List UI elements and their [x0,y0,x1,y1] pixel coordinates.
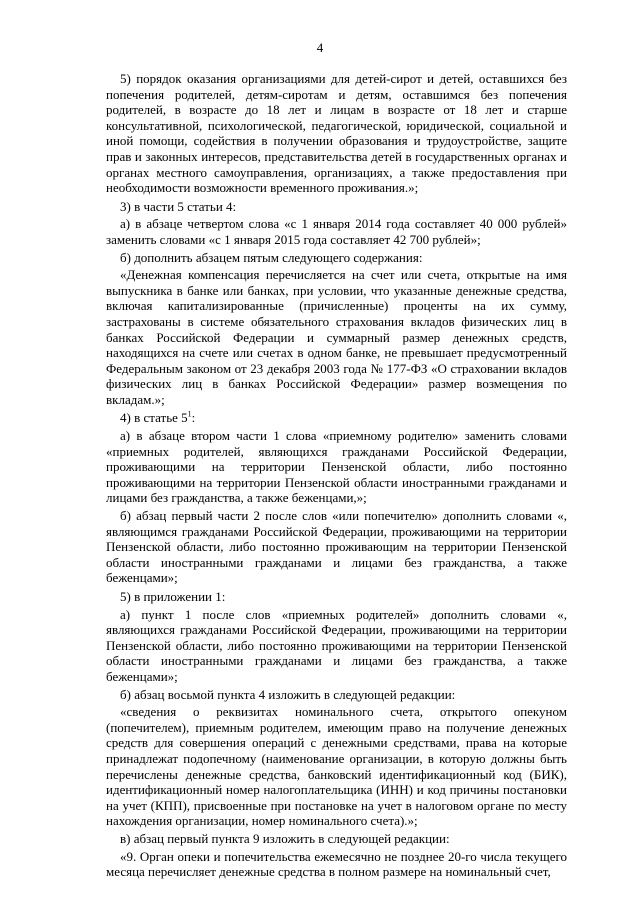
paragraph-5a: а) пункт 1 после слов «приемных родителей» дополнить словами «, являющихся гражданами Российской Федерации, проживающими на территории Пензенской области, либо постоянно проживающими на территории Пензенской области иностранными гражданами и лицами без гражданства, а также беженцами»; [106,606,567,684]
paragraph-point-3: 3) в части 5 статьи 4: [120,198,237,214]
paragraph-point-4-text: 4) в статье 5 [120,410,188,426]
page-number: 4 [316,40,324,55]
paragraph-point-5: 5) в приложении 1: [120,589,226,604]
paragraph-3b: б) дополнить абзацем пятым следующего содержания: [120,249,423,265]
document-body [106,71,567,882]
paragraph-4a: а) в абзаце втором части 1 слова «приемному родителю» заменить словами «приемных родителей, являющихся гражданами Российской Федерации, проживающими на территории Пензенской области, либо постоянно проживающими на территории Пензенской области иностранными гражданами и лицами без гражданства, а также беженцами,»; [106,428,567,506]
paragraph-3a: а) в абзаце четвертом слова «с 1 января 2014 года составляет 40 000 рублей» заменить словами «с 1 января 2015 года составляет 42 700 рублей»; [106,216,567,247]
paragraph-4b: б) абзац первый части 2 после слов «или попечителю» дополнить словами «, являющимся гражданами Российской Федерации, проживающими на территории Пензенской области, либо постоянно проживающим на территории Пензенской области иностранными гражданами и лицами без гражданства, а также беженцами»; [106,508,567,586]
paragraph-item-5-orgs: 5) порядок оказания организациями для детей-сирот и детей, оставшихся без попечения родителей, детям-сиротам и детям, оставшимся без попечения родителей, в возрасте до 18 лет и лицам в возрасте от 18 лет и старше консультативной, психологической, педагогической, юридической, социальной и иной помощи, содействия в получении образования и трудоустройстве, защите прав и законных интересов, представительства детей в государственных органах и органах местного самоуправления, организациях, а также предоставления при необходимости возможности временного проживания.»; [106,71,567,196]
paragraph-point-4 [106,410,567,426]
paragraph-5b: б) абзац восьмой пункта 4 изложить в следующей редакции: [120,686,456,702]
paragraph-point-9-quote: «9. Орган опеки и попечительства ежемесячно не позднее 20-го числа текущего месяца перечисляет денежные средства в полном размере на номинальный счет, [106,848,567,880]
paragraph-point-4-colon: : [191,410,196,426]
paragraph-compensation-quote: «Денежная компенсация перечисляется на счет или счета, открытые на имя выпускника в банке или банках, при условии, что указанные денежные средства, включая капитализированные (причисленные) проценты на их сумму, застрахованы в системе обязательного страхования вкладов физических лиц в банках Российской Федерации и суммарный размер денежных средств, находящихся на счете или счетах в одном банке, не превышает предусмотренный Федеральным законом от 23 декабря 2003 года № 177-ФЗ «О страховании вкладов физических лиц в банках Российской Федерации» размер возмещения по вкладам.»; [106,267,567,407]
paragraph-account-details-quote: «сведения о реквизитах номинального счета, открытого опекуном (попечителем), приемным родителем, имеющим право на получение денежных средств для совершения операций с денежными средствами, права на которые принадлежат подопечному (наименование организации, в которую должны быть перечислены денежные средства, банковский идентификационный код (БИК), идентификационный номер налогоплательщика (ИНН) и код причины постановки на учет (КПП), присвоенные при постановке на учет в налоговом органе по месту нахождения организации, номер номинального счета).»; [106,704,567,829]
superscript-one: 1 [187,410,192,420]
paragraph-5v: в) абзац первый пункта 9 изложить в следующей редакции: [120,830,450,846]
